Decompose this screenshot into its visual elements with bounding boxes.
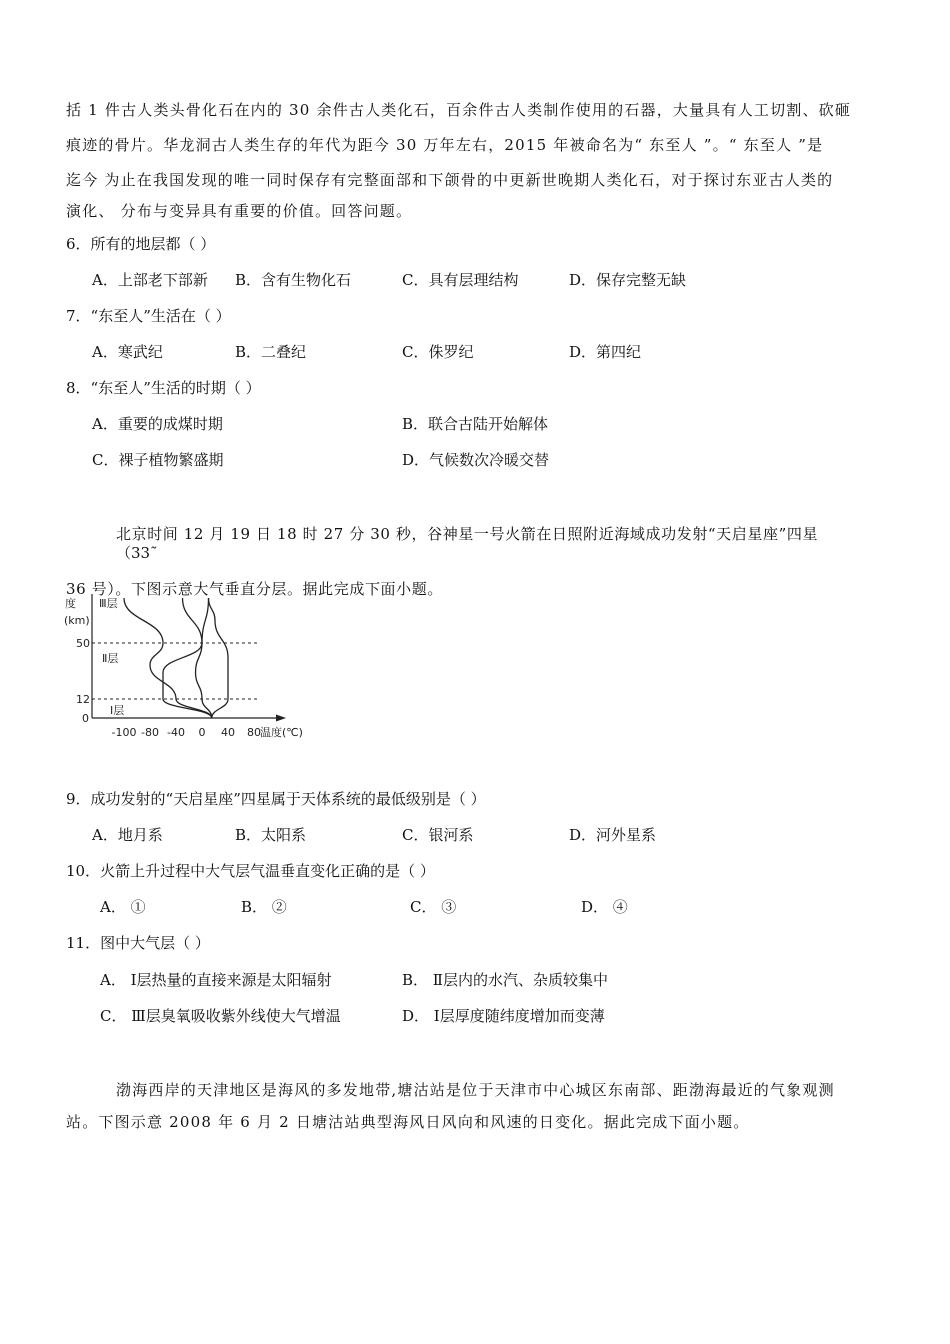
passage2-line1: 北京时间 12 月 19 日 18 时 27 分 30 秒，谷神星一号火箭在日照附近海域成功发射“天启星座”四星 [116,525,819,543]
y-axis-label-top: 度 [65,597,76,610]
question-7-option-d[interactable]: D．第四纪 [569,343,642,361]
question-9-option-b[interactable]: B．太阳系 [235,826,307,844]
x-tick-minus40: -40 [167,726,185,739]
question-8-option-b[interactable]: B．联合古陆开始解体 [402,415,549,433]
question-11-stem: 11．图中大气层（ ） [66,934,210,952]
question-9-option-d[interactable]: D．河外星系 [569,826,657,844]
question-11-option-d[interactable]: D． Ⅰ层厚度随纬度增加而变薄 [402,1007,605,1025]
x-tick-minus80: -80 [141,726,159,739]
question-11-option-c[interactable]: C． Ⅲ层臭氧吸收紫外线使大气增温 [100,1007,341,1025]
question-7-option-b[interactable]: B．二叠纪 [235,343,307,361]
x-axis-label: 温度(℃) [260,726,303,739]
y-tick-12: 12 [76,693,90,706]
question-10-option-a[interactable]: A． ① [100,898,146,916]
question-9-stem: 9．成功发射的“天启星座”四星属于天体系统的最低级别是（ ） [66,790,486,808]
question-7-option-a[interactable]: A．寒武纪 [92,343,163,361]
layer-1-label: Ⅰ层 [110,704,125,717]
atmosphere-layers-chart [62,590,322,740]
y-tick-50: 50 [76,637,90,650]
y-tick-0: 0 [82,712,89,725]
x-tick-0: 0 [198,726,206,739]
question-10-option-b[interactable]: B． ② [241,898,287,916]
question-9-option-c[interactable]: C．银河系 [402,826,474,844]
question-7-option-c[interactable]: C．侏罗纪 [402,343,474,361]
temperature-curve-2 [163,598,212,718]
passage2-line2: 36 号）。下图示意大气垂直分层。据此完成下面小题。 [66,580,443,598]
question-8-option-c[interactable]: C．裸子植物繁盛期 [92,451,224,469]
x-tick-40: 40 [221,726,235,739]
y-axis-label-unit: (km) [64,614,90,627]
x-tick-80: 80 [247,726,261,739]
x-axis-arrow-icon [276,715,286,722]
question-8-option-a[interactable]: A．重要的成煤时期 [92,415,223,433]
passage3-line2: 站。下图示意 2008 年 6 月 2 日塘沽站典型海风日风向和风速的日变化。据此完成下面小题。 [66,1113,750,1131]
question-6-option-a[interactable]: A．上部老下部新 [92,271,208,289]
question-6-stem: 6．所有的地层都（ ） [66,235,216,253]
question-9-option-a[interactable]: A．地月系 [92,826,163,844]
question-6-option-d[interactable]: D．保存完整无缺 [569,271,687,289]
question-7-stem: 7．“东至人”生活在（ ） [66,307,231,325]
question-6-option-c[interactable]: C．具有层理结构 [402,271,519,289]
temperature-curves [124,598,228,718]
layer-3-label: Ⅲ层 [99,597,118,610]
question-11-option-a[interactable]: A． Ⅰ层热量的直接来源是太阳辐射 [100,971,332,989]
question-8-option-d[interactable]: D．气候数次冷暖交替 [402,451,550,469]
passage1-line1: 括 1 件古人类头骨化石在内的 30 余件古人类化石，百余件古人类制作使用的石器，大量具有人工切割、砍砸 [66,101,852,119]
temperature-curve-3 [196,598,212,718]
passage1-line4: 演化、 分布与变异具有重要的价值。回答问题。 [66,202,413,220]
temperature-curve-4 [209,598,229,718]
passage1-line3: 迄今 为止在我国发现的唯一同时保存有完整面部和下颌骨的中更新世晚期人类化石，对于探讨东亚古人类的 [66,171,834,189]
question-10-option-d[interactable]: D． ④ [581,898,628,916]
question-10-stem: 10．火箭上升过程中大气层气温垂直变化正确的是（ ） [66,862,435,880]
question-8-stem: 8．“东至人”生活的时期（ ） [66,379,261,397]
layer-2-label: Ⅱ层 [102,652,119,665]
passage1-line2: 痕迹的骨片。华龙洞古人类生存的年代为距今 30 万年左右，2015 年被命名为“ 东至人 ”。“ 东至人 ”是 [66,136,824,154]
passage3-line1: 渤海西岸的天津地区是海风的多发地带,塘沽站是位于天津市中心城区东南部、距渤海最近的气象观测 [116,1081,835,1099]
passage2-line1b: （33˜ [116,544,158,562]
question-11-option-b[interactable]: B． Ⅱ层内的水汽、杂质较集中 [402,971,608,989]
x-tick-minus100: -100 [111,726,137,739]
question-6-option-b[interactable]: B．含有生物化石 [235,271,352,289]
question-10-option-c[interactable]: C． ③ [410,898,457,916]
